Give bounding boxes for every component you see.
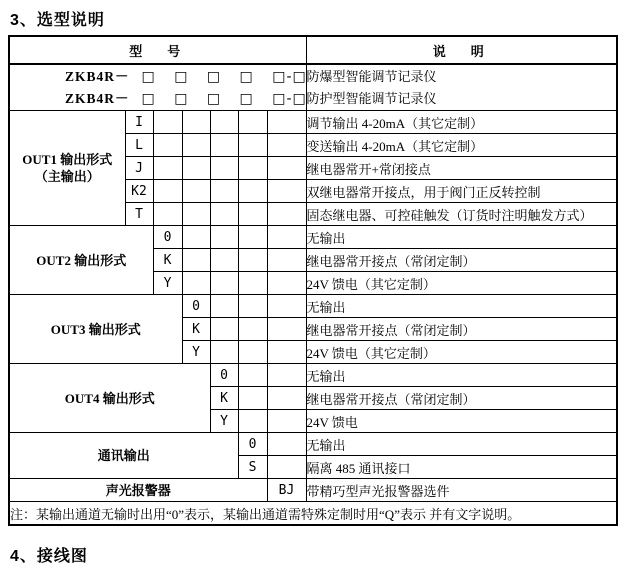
empty-cell xyxy=(238,180,267,203)
description-cell: 无输出 xyxy=(306,226,617,249)
empty-cell xyxy=(182,226,210,249)
section-title-wiring: 4、接线图 xyxy=(10,548,88,565)
empty-cell xyxy=(210,134,238,157)
header-description: 说 明 xyxy=(306,36,617,64)
description-cell: 带精巧型声光报警器选件 xyxy=(306,479,617,502)
model-line-protective xyxy=(65,88,306,110)
empty-cell xyxy=(267,364,306,387)
empty-cell xyxy=(267,203,306,226)
section-label-out2: OUT2 输出形式 xyxy=(9,226,153,295)
table-note-row xyxy=(9,502,617,526)
empty-cell xyxy=(182,249,210,272)
empty-cell xyxy=(182,203,210,226)
code-cell: K xyxy=(210,387,238,410)
empty-cell xyxy=(267,387,306,410)
code-cell: Y xyxy=(153,272,182,295)
empty-cell xyxy=(210,157,238,180)
section-label-out1: OUT1 输出形式 （主输出） xyxy=(9,111,125,226)
empty-cell xyxy=(210,249,238,272)
empty-cell xyxy=(267,272,306,295)
empty-cell xyxy=(182,157,210,180)
code-cell: I xyxy=(125,111,153,134)
model-number-cell xyxy=(9,64,306,111)
table-row xyxy=(9,295,617,318)
model-row xyxy=(9,64,617,111)
table-row xyxy=(9,479,617,502)
description-cell: 调节输出 4-20mA（其它定制） xyxy=(306,111,617,134)
empty-cell xyxy=(267,249,306,272)
model-prefix: ZKB4R－ xyxy=(65,90,130,106)
empty-cell xyxy=(267,318,306,341)
description-cell: 继电器常开+常闭接点 xyxy=(306,157,617,180)
model-prefix: ZKB4R－ xyxy=(65,68,130,84)
empty-cell xyxy=(267,433,306,456)
empty-cell xyxy=(210,111,238,134)
model-option-boxes: □ □ □ □ □-□ xyxy=(141,90,307,107)
empty-cell xyxy=(238,410,267,433)
empty-cell xyxy=(238,341,267,364)
description-cell: 固态继电器、可控硅触发（订货时注明触发方式） xyxy=(306,203,617,226)
model-option-boxes: □ □ □ □ □-□ xyxy=(141,68,307,85)
section-label-out4: OUT4 输出形式 xyxy=(9,364,210,433)
table-header-row xyxy=(9,36,617,64)
description-cell: 24V 馈电（其它定制） xyxy=(306,272,617,295)
code-cell: 0 xyxy=(153,226,182,249)
description-cell: 无输出 xyxy=(306,295,617,318)
empty-cell xyxy=(267,134,306,157)
empty-cell xyxy=(153,134,182,157)
empty-cell xyxy=(238,387,267,410)
code-cell: L xyxy=(125,134,153,157)
model-description: 防护型智能调节记录仪 xyxy=(306,90,437,106)
header-model: 型 号 xyxy=(9,36,306,64)
selection-table xyxy=(8,35,618,526)
description-cell: 继电器常开接点（常闭定制） xyxy=(306,318,617,341)
table-row xyxy=(9,226,617,249)
model-description-cell xyxy=(306,64,617,111)
description-cell: 继电器常开接点（常闭定制） xyxy=(306,387,617,410)
model-description: 防爆型智能调节记录仪 xyxy=(306,68,437,84)
empty-cell xyxy=(238,272,267,295)
empty-cell xyxy=(153,111,182,134)
empty-cell xyxy=(238,249,267,272)
empty-cell xyxy=(267,295,306,318)
description-cell: 24V 馈电 xyxy=(306,410,617,433)
section-title-selection: 3、选型说明 xyxy=(10,12,105,29)
empty-cell xyxy=(267,157,306,180)
empty-cell xyxy=(182,111,210,134)
empty-cell xyxy=(267,410,306,433)
empty-cell xyxy=(238,295,267,318)
table-note: 注：某输出通道无输时出用“0”表示，某输出通道需特殊定制时用“Q”表示 并有文字说明。 xyxy=(9,502,617,526)
empty-cell xyxy=(238,134,267,157)
description-cell: 无输出 xyxy=(306,364,617,387)
empty-cell xyxy=(153,203,182,226)
empty-cell xyxy=(210,295,238,318)
empty-cell xyxy=(238,111,267,134)
code-cell: K xyxy=(182,318,210,341)
empty-cell xyxy=(182,134,210,157)
code-cell: 0 xyxy=(210,364,238,387)
empty-cell xyxy=(267,226,306,249)
empty-cell xyxy=(182,272,210,295)
empty-cell xyxy=(238,318,267,341)
description-cell: 继电器常开接点（常闭定制） xyxy=(306,249,617,272)
table-row xyxy=(9,433,617,456)
code-cell: K2 xyxy=(125,180,153,203)
code-cell: Y xyxy=(210,410,238,433)
code-cell: S xyxy=(238,456,267,479)
code-cell: BJ xyxy=(267,479,306,502)
document-page xyxy=(0,7,624,565)
description-cell: 隔离 485 通讯接口 xyxy=(306,456,617,479)
empty-cell xyxy=(210,272,238,295)
code-cell: 0 xyxy=(182,295,210,318)
empty-cell xyxy=(210,203,238,226)
model-line-explosion-proof xyxy=(65,66,306,88)
empty-cell xyxy=(267,456,306,479)
description-cell: 24V 馈电（其它定制） xyxy=(306,341,617,364)
empty-cell xyxy=(267,111,306,134)
empty-cell xyxy=(267,180,306,203)
table-row xyxy=(9,364,617,387)
empty-cell xyxy=(153,180,182,203)
description-cell: 双继电器常开接点，用于阀门正反转控制 xyxy=(306,180,617,203)
code-cell: K xyxy=(153,249,182,272)
section-label-out3: OUT3 输出形式 xyxy=(9,295,182,364)
description-cell: 变送输出 4-20mA（其它定制） xyxy=(306,134,617,157)
code-cell: J xyxy=(125,157,153,180)
empty-cell xyxy=(210,180,238,203)
empty-cell xyxy=(182,180,210,203)
empty-cell xyxy=(238,364,267,387)
section-label-alarm: 声光报警器 xyxy=(9,479,267,502)
description-cell: 无输出 xyxy=(306,433,617,456)
empty-cell xyxy=(153,157,182,180)
code-cell: 0 xyxy=(238,433,267,456)
empty-cell xyxy=(210,341,238,364)
code-cell: T xyxy=(125,203,153,226)
table-row xyxy=(9,111,617,134)
empty-cell xyxy=(267,341,306,364)
empty-cell xyxy=(238,203,267,226)
empty-cell xyxy=(210,318,238,341)
empty-cell xyxy=(210,226,238,249)
empty-cell xyxy=(238,157,267,180)
code-cell: Y xyxy=(182,341,210,364)
section-label-comm: 通讯输出 xyxy=(9,433,238,479)
empty-cell xyxy=(238,226,267,249)
